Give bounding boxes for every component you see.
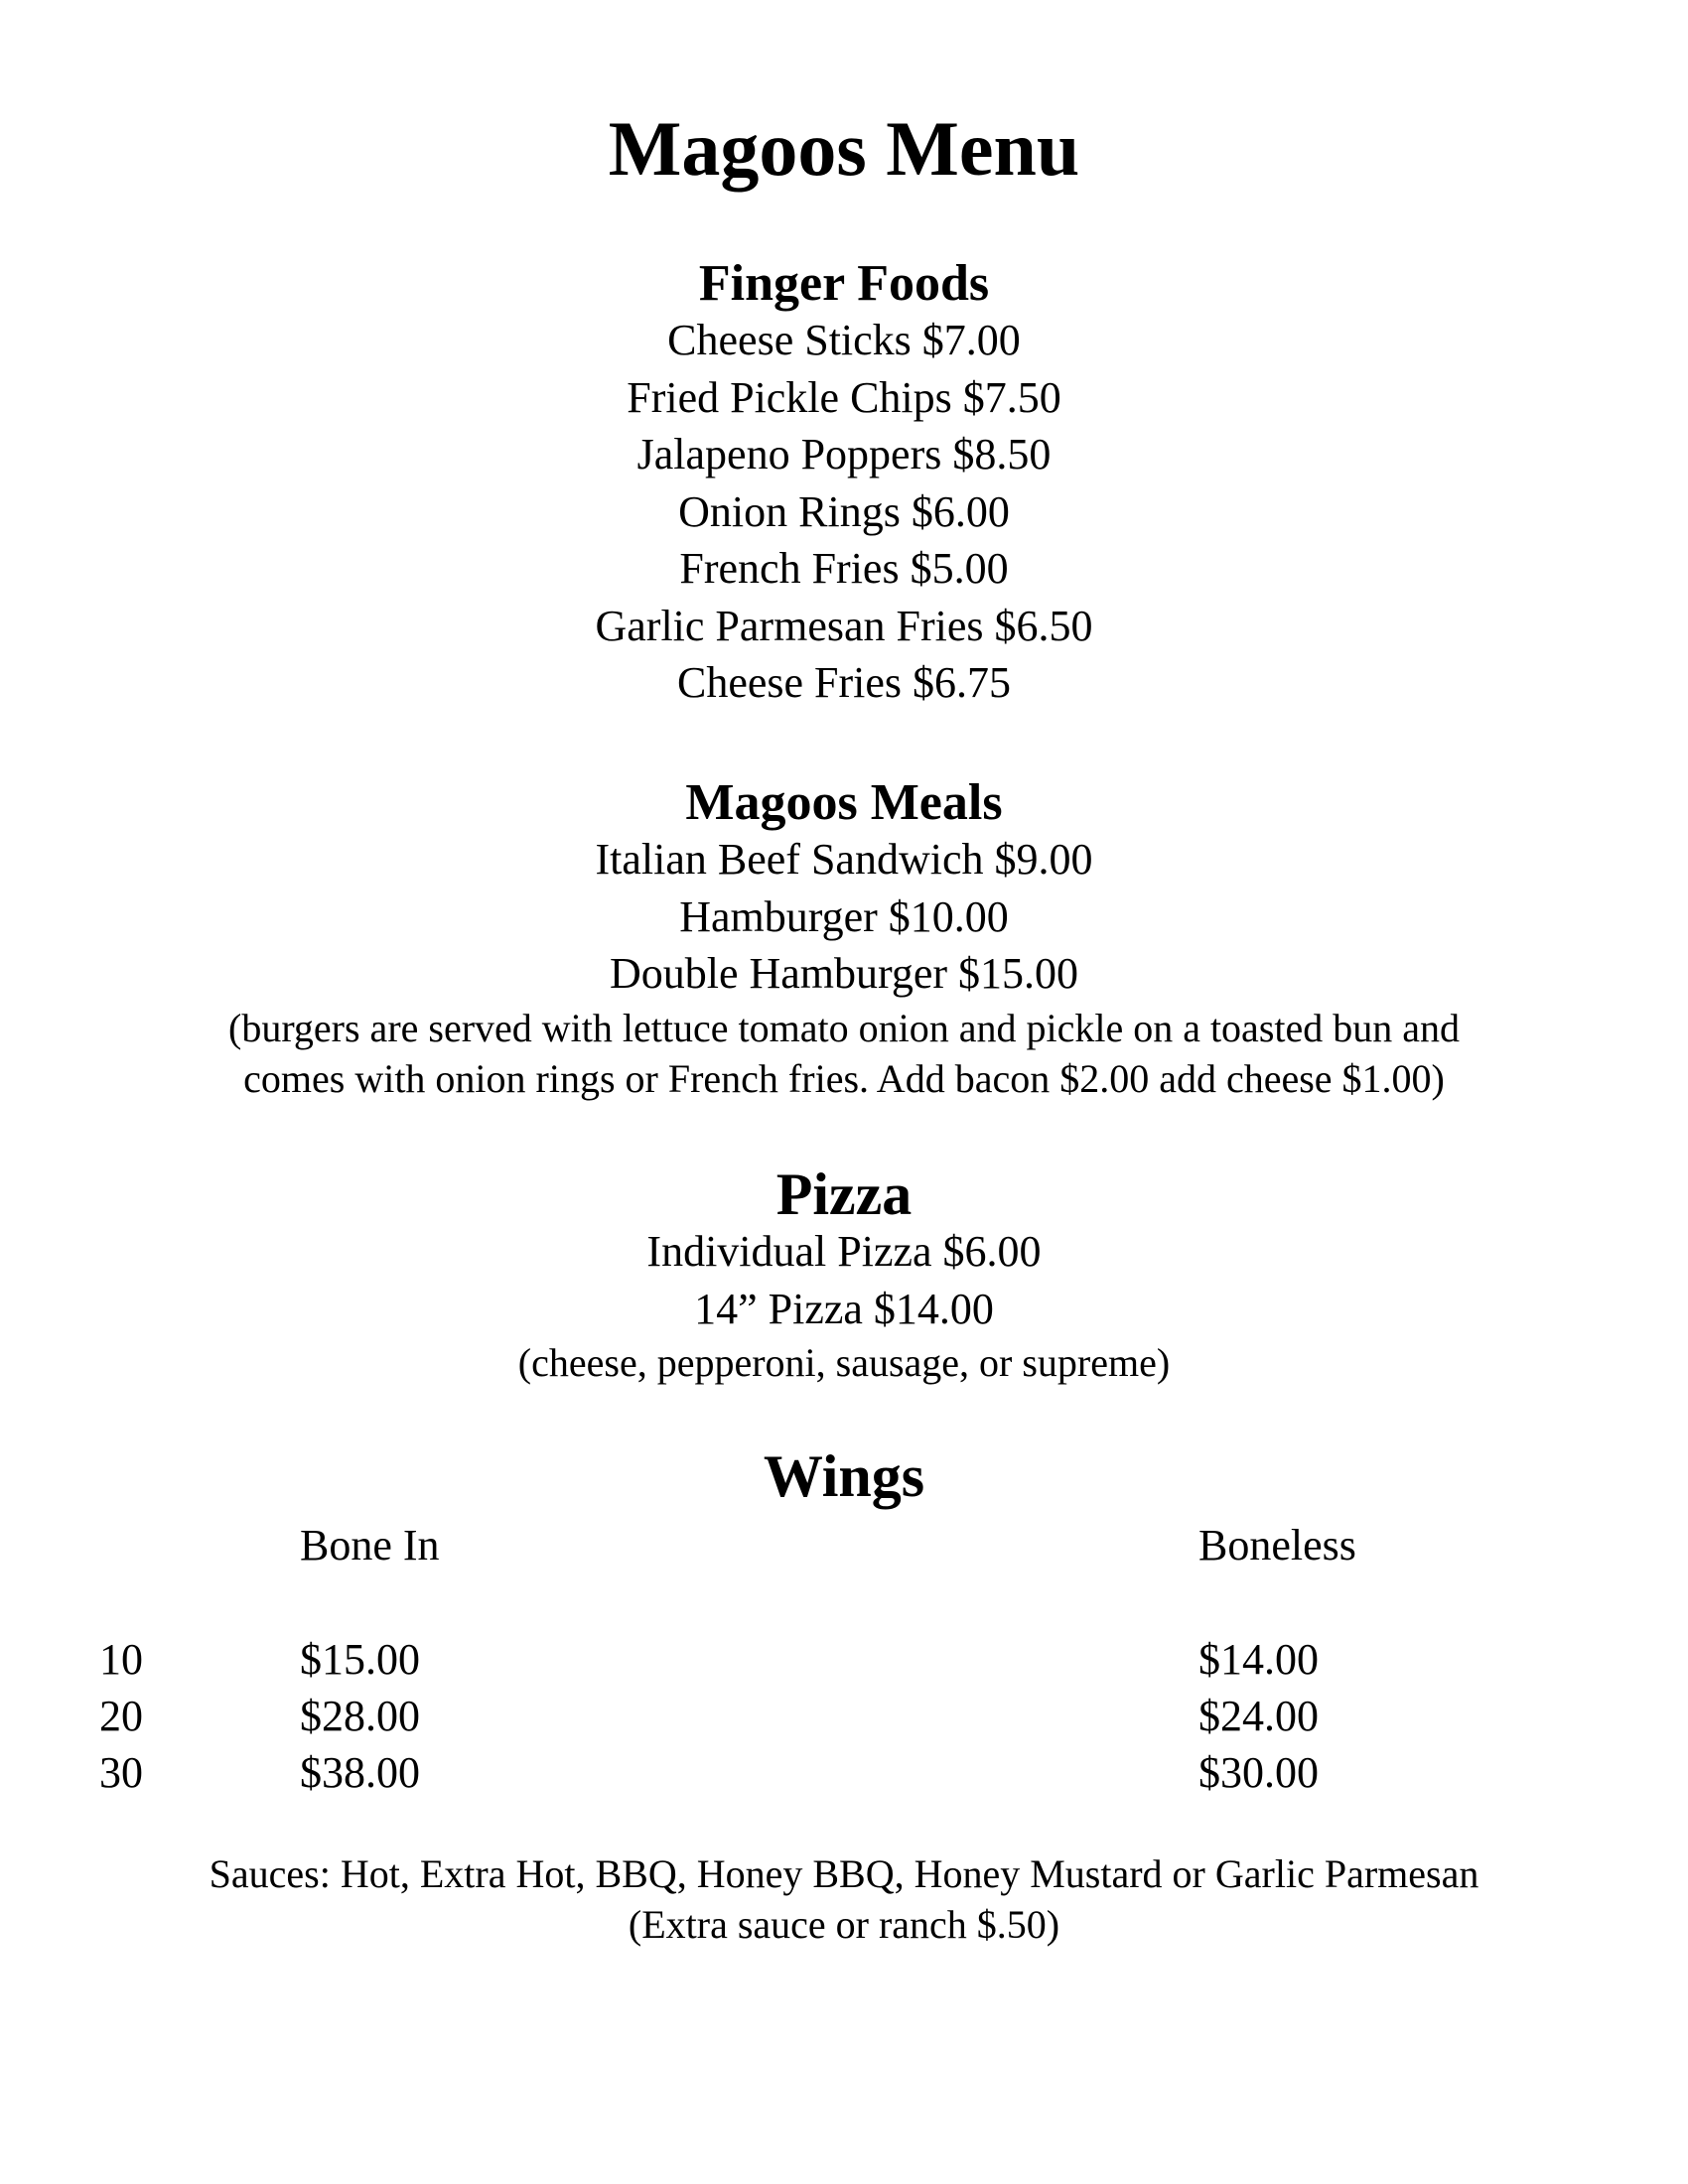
menu-item: Double Hamburger $15.00 [609,949,1079,998]
pizza-section [0,1160,1688,1388]
wings-bone-in-column [300,1631,420,1801]
meals-note-line-2: comes with onion rings or French fries. Add bacon $2.00 add cheese $1.00) [243,1055,1445,1101]
meals-note-line-1: (burgers are served with lettuce tomato onion and pickle on a toasted bun and [228,1005,1460,1050]
wings-bone-in-price: $15.00 [300,1635,420,1684]
menu-item: Individual Pizza $6.00 [646,1227,1042,1276]
finger-foods-heading: Finger Foods [698,255,990,312]
menu-item: Garlic Parmesan Fries $6.50 [595,601,1093,650]
finger-foods-section [0,253,1688,712]
meals-section [0,772,1688,1104]
menu-item: Italian Beef Sandwich $9.00 [595,835,1093,884]
meals-heading: Magoos Meals [685,774,1003,831]
wings-heading: Wings [763,1443,925,1509]
wings-boneless-price: $30.00 [1198,1748,1319,1797]
wings-boneless-price: $14.00 [1198,1635,1319,1684]
menu-item: Fried Pickle Chips $7.50 [627,372,1061,422]
menu-item: 14” Pizza $14.00 [694,1284,994,1333]
sauces-line-1: Sauces: Hot, Extra Hot, BBQ, Honey BBQ, Honey Mustard or Garlic Parmesan [209,1851,1479,1896]
sauces-line-2: (Extra sauce or ranch $.50) [628,1902,1060,1947]
wings-qty-column [99,1631,143,1801]
pizza-note: (cheese, pepperoni, sausage, or supreme) [517,1340,1171,1385]
wings-qty: 20 [99,1692,143,1740]
wings-boneless-price: $24.00 [1198,1692,1319,1740]
wings-col-bone-in: Bone In [300,1521,440,1570]
menu-item: Cheese Fries $6.75 [676,658,1012,707]
menu-item: Hamburger $10.00 [679,891,1009,941]
wings-qty: 10 [99,1635,143,1684]
menu-item: Onion Rings $6.00 [678,486,1010,536]
wings-col-boneless: Boneless [1198,1521,1356,1570]
menu-item: Cheese Sticks $7.00 [667,316,1021,364]
menu-item: French Fries $5.00 [679,544,1009,593]
menu-item: Jalapeno Poppers $8.50 [636,430,1052,478]
page-title: Magoos Menu [608,105,1080,192]
wings-bone-in-price: $28.00 [300,1692,420,1740]
pizza-heading: Pizza [775,1161,913,1227]
wings-qty: 30 [99,1748,143,1797]
sauces-section [0,1848,1688,1950]
wings-bone-in-price: $38.00 [300,1748,420,1797]
wings-boneless-column [1198,1631,1319,1801]
